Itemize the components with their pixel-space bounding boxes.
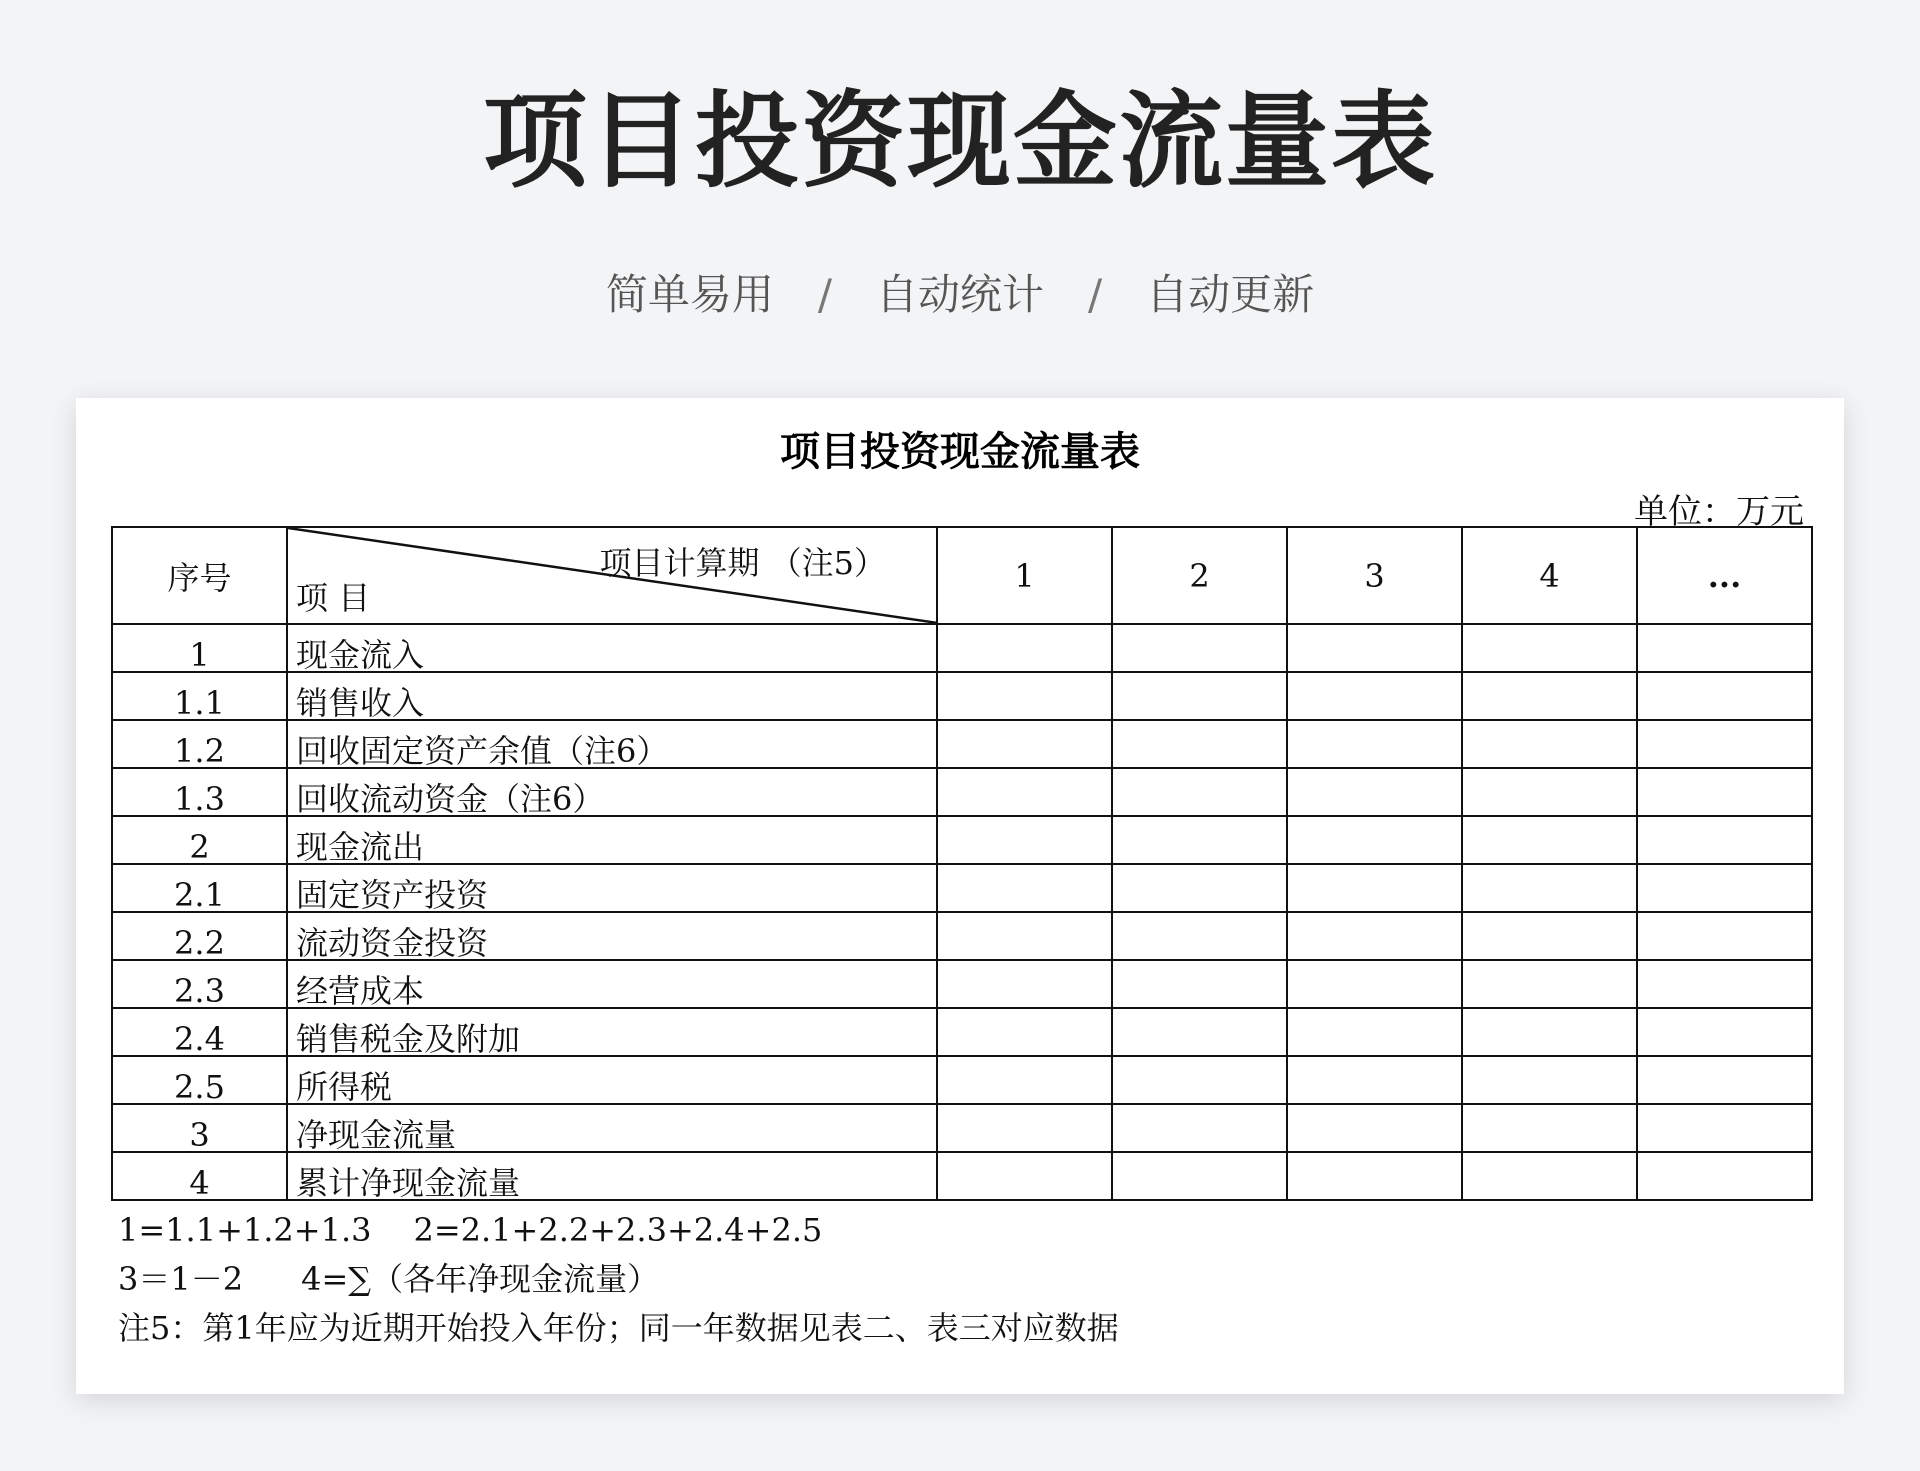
note-5: 注5：第1年应为近期开始投入年份；同一年数据见表二、表三对应数据 <box>118 1309 1119 1347</box>
table-row <box>112 960 1812 1008</box>
value-cell[interactable] <box>1287 912 1462 960</box>
value-cell[interactable] <box>937 720 1112 768</box>
row-seq: 1.3 <box>112 768 287 816</box>
row-seq: 2.5 <box>112 1056 287 1104</box>
value-cell[interactable] <box>1287 1008 1462 1056</box>
value-cell[interactable] <box>1287 672 1462 720</box>
value-cell[interactable] <box>1462 672 1637 720</box>
value-cell[interactable] <box>1637 624 1812 672</box>
table-row <box>112 1152 1812 1200</box>
formula-cumulative: 4=∑（各年净现金流量） <box>301 1260 660 1298</box>
table-row <box>112 672 1812 720</box>
tag-separator: / <box>1088 270 1103 319</box>
row-seq: 2.3 <box>112 960 287 1008</box>
row-item: 经营成本 <box>287 960 937 1008</box>
value-cell[interactable] <box>1287 864 1462 912</box>
value-cell[interactable] <box>1287 1152 1462 1200</box>
cash-flow-table <box>111 526 1813 1201</box>
formula-line-1 <box>118 1206 1119 1255</box>
row-item: 回收流动资金（注6） <box>287 768 937 816</box>
value-cell[interactable] <box>1462 720 1637 768</box>
period-header-4: 4 <box>1462 527 1637 624</box>
value-cell[interactable] <box>1112 672 1287 720</box>
formula-outflow: 2=2.1+2.2+2.3+2.4+2.5 <box>413 1211 823 1249</box>
row-item: 净现金流量 <box>287 1104 937 1152</box>
value-cell[interactable] <box>1462 1152 1637 1200</box>
value-cell[interactable] <box>937 624 1112 672</box>
value-cell[interactable] <box>1637 1104 1812 1152</box>
value-cell[interactable] <box>1637 1008 1812 1056</box>
diagonal-header <box>287 527 937 624</box>
value-cell[interactable] <box>1112 768 1287 816</box>
value-cell[interactable] <box>1462 1056 1637 1104</box>
value-cell[interactable] <box>1637 960 1812 1008</box>
value-cell[interactable] <box>1637 1152 1812 1200</box>
value-cell[interactable] <box>1462 1104 1637 1152</box>
spreadsheet-preview <box>76 398 1844 1394</box>
table-row <box>112 1104 1812 1152</box>
value-cell[interactable] <box>1112 816 1287 864</box>
value-cell[interactable] <box>1112 960 1287 1008</box>
value-cell[interactable] <box>1112 1104 1287 1152</box>
sheet-title: 项目投资现金流量表 <box>780 429 1140 475</box>
value-cell[interactable] <box>1462 1008 1637 1056</box>
table-row <box>112 720 1812 768</box>
row-seq: 2.1 <box>112 864 287 912</box>
value-cell[interactable] <box>1287 816 1462 864</box>
value-cell[interactable] <box>1112 1056 1287 1104</box>
table-row <box>112 768 1812 816</box>
formula-line-2 <box>118 1255 1119 1304</box>
value-cell[interactable] <box>1112 912 1287 960</box>
value-cell[interactable] <box>1462 912 1637 960</box>
formula-net: 3＝1－2 <box>118 1260 244 1298</box>
row-seq: 1.1 <box>112 672 287 720</box>
row-item: 累计净现金流量 <box>287 1152 937 1200</box>
row-item: 所得税 <box>287 1056 937 1104</box>
header-row <box>112 527 1812 624</box>
value-cell[interactable] <box>937 1152 1112 1200</box>
row-item: 现金流出 <box>287 816 937 864</box>
value-cell[interactable] <box>1287 768 1462 816</box>
value-cell[interactable] <box>1637 864 1812 912</box>
tagline <box>0 270 1920 320</box>
row-item: 销售收入 <box>287 672 937 720</box>
item-label: 项 目 <box>296 579 371 617</box>
value-cell[interactable] <box>937 768 1112 816</box>
table-row <box>112 816 1812 864</box>
table-row <box>112 624 1812 672</box>
value-cell[interactable] <box>937 672 1112 720</box>
page-title: 项目投资现金流量表 <box>482 80 1437 202</box>
formula-notes <box>118 1206 1119 1353</box>
value-cell[interactable] <box>937 1008 1112 1056</box>
tag-simple: 简单易用 <box>605 270 774 319</box>
value-cell[interactable] <box>1287 960 1462 1008</box>
period-header-1: 1 <box>937 527 1112 624</box>
value-cell[interactable] <box>937 816 1112 864</box>
row-item: 销售税金及附加 <box>287 1008 937 1056</box>
value-cell[interactable] <box>1462 624 1637 672</box>
table-row <box>112 912 1812 960</box>
row-seq: 2 <box>112 816 287 864</box>
value-cell[interactable] <box>1637 1056 1812 1104</box>
period-header-3: 3 <box>1287 527 1462 624</box>
formula-inflow: 1=1.1+1.2+1.3 <box>118 1211 372 1249</box>
period-header-more: ... <box>1637 527 1812 624</box>
value-cell[interactable] <box>1112 624 1287 672</box>
value-cell[interactable] <box>1112 720 1287 768</box>
value-cell[interactable] <box>1112 864 1287 912</box>
row-seq: 2.2 <box>112 912 287 960</box>
row-seq: 1 <box>112 624 287 672</box>
value-cell[interactable] <box>1462 816 1637 864</box>
value-cell[interactable] <box>1112 1152 1287 1200</box>
row-item: 流动资金投资 <box>287 912 937 960</box>
seq-header: 序号 <box>112 527 287 624</box>
period-label: 项目计算期 （注5） <box>599 544 886 582</box>
unit-label: 单位：万元 <box>1634 492 1804 532</box>
row-seq: 4 <box>112 1152 287 1200</box>
value-cell[interactable] <box>1287 624 1462 672</box>
value-cell[interactable] <box>1462 960 1637 1008</box>
value-cell[interactable] <box>937 1056 1112 1104</box>
row-seq: 2.4 <box>112 1008 287 1056</box>
table-row <box>112 864 1812 912</box>
value-cell[interactable] <box>1462 768 1637 816</box>
value-cell[interactable] <box>1637 768 1812 816</box>
row-seq: 3 <box>112 1104 287 1152</box>
value-cell[interactable] <box>1287 720 1462 768</box>
row-item: 现金流入 <box>287 624 937 672</box>
period-header-2: 2 <box>1112 527 1287 624</box>
value-cell[interactable] <box>1637 720 1812 768</box>
value-cell[interactable] <box>937 960 1112 1008</box>
tag-auto-stat: 自动统计 <box>875 270 1044 319</box>
tag-auto-update: 自动更新 <box>1146 270 1315 319</box>
value-cell[interactable] <box>1637 672 1812 720</box>
row-item: 固定资产投资 <box>287 864 937 912</box>
value-cell[interactable] <box>1462 864 1637 912</box>
tag-separator: / <box>817 270 832 319</box>
table-row <box>112 1008 1812 1056</box>
paper-bottom-edge <box>76 1354 1844 1394</box>
value-cell[interactable] <box>1287 1056 1462 1104</box>
row-seq: 1.2 <box>112 720 287 768</box>
value-cell[interactable] <box>937 912 1112 960</box>
value-cell[interactable] <box>937 864 1112 912</box>
value-cell[interactable] <box>1287 1104 1462 1152</box>
value-cell[interactable] <box>1637 912 1812 960</box>
value-cell[interactable] <box>937 1104 1112 1152</box>
value-cell[interactable] <box>1637 816 1812 864</box>
table-row <box>112 1056 1812 1104</box>
value-cell[interactable] <box>1112 1008 1287 1056</box>
row-item: 回收固定资产余值（注6） <box>287 720 937 768</box>
